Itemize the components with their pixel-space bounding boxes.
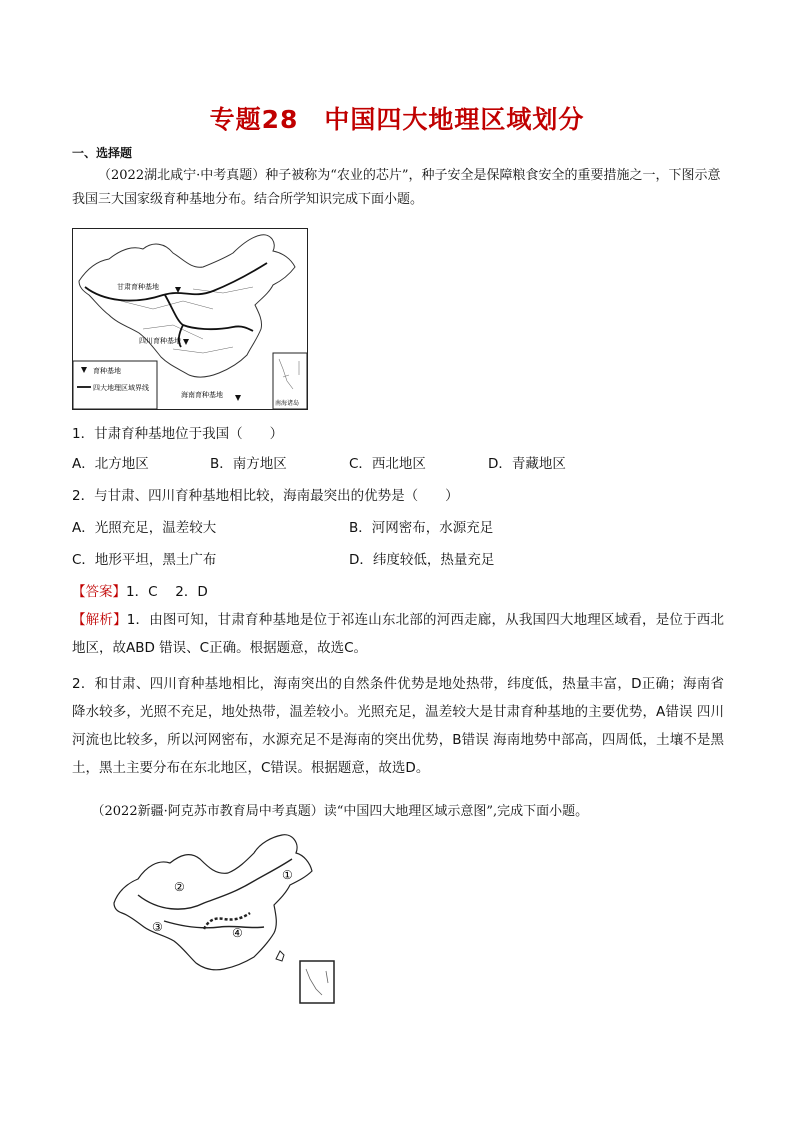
taiwan-outline	[276, 951, 284, 961]
hainan-label: 海南育种基地	[181, 391, 223, 399]
south-sea-inset-2	[300, 961, 334, 1003]
sichuan-base-marker	[183, 339, 189, 345]
section-heading: 一、选择题	[72, 146, 133, 160]
inset-label: 南海诸岛	[275, 400, 300, 407]
boundary-line-b	[164, 921, 264, 928]
q2-option-c: C．地形平坦，黑土广布	[72, 552, 217, 568]
answer-label: 【答案】	[72, 584, 126, 600]
gansu-base-marker	[175, 287, 181, 293]
q1-option-c: C．西北地区	[349, 456, 426, 472]
region-boundary-north	[85, 263, 267, 301]
intro2-source: （2022新疆·阿克苏市教育局中考真题）	[91, 804, 324, 819]
analysis-p1: 1．由图可知，甘肃育种基地是位于祁连山东北部的河西走廊，从我国四大地理区域看，是位于西北地区，故ABD 错误、C正确。根据题意，故选C。	[72, 612, 725, 656]
four-regions-map	[104, 833, 344, 1005]
china-border	[79, 235, 295, 377]
hainan-base-marker	[235, 395, 241, 401]
china-border-2	[114, 835, 312, 970]
q2-option-b: B．河网密布，水源充足	[349, 520, 494, 536]
china-outline-map	[73, 229, 307, 409]
legend-base-label: 育种基地	[93, 367, 121, 375]
region-boundary-qinling	[165, 295, 253, 331]
analysis-label: 【解析】	[72, 612, 127, 628]
question-2-stem: 2．与甘肃、四川育种基地相比较，海南最突出的优势是（ ）	[72, 488, 459, 504]
answer-text: 1．C 2．D	[126, 584, 208, 600]
answer-line	[72, 580, 208, 600]
q1-option-d: D．青藏地区	[488, 456, 566, 472]
province-lines	[113, 287, 253, 353]
regions-outline-map	[104, 833, 344, 1005]
page-title: 专题28 中国四大地理区域划分	[209, 105, 585, 134]
intro-source: （2022湖北咸宁·中考真题）	[98, 168, 266, 183]
breeding-base-map	[72, 228, 308, 410]
region-label-2: ②	[174, 880, 185, 894]
analysis-part-1	[72, 606, 724, 662]
region-label-4: ④	[232, 926, 243, 940]
question-1-stem: 1．甘肃育种基地位于我国（ ）	[72, 426, 284, 442]
intro-paragraph-1	[72, 164, 722, 212]
q2-option-a: A．光照充足，温差较大	[72, 520, 217, 536]
legend-boundary-label: 四大地理区域界线	[93, 384, 149, 392]
q1-option-a: A．北方地区	[72, 456, 149, 472]
intro-paragraph-2	[72, 800, 722, 824]
region-label-1: ①	[282, 868, 293, 882]
analysis-part-2: 2．和甘肃、四川育种基地相比，海南突出的自然条件优势是地处热带，纬度低，热量丰富，D正确；海南省降水较多，光照不充足，地处热带，温差较小。光照充足，温差较大是甘肃育种基地的主要优势，A错误 四川河流也比较多，所以河网密布，水源充足不是海南的突出优势，B错误 海南地势中部高，四周低，土壤不是黑土，黑土主要分布在东北地区，C错误。根据题意，故选D。	[72, 676, 724, 776]
boundary-line-a	[138, 859, 292, 909]
intro-text: 种子被称为“农业的芯片”，种子安全是保障粮食安全的重要措施之一，下图示意我国三大国家级育种基地分布。结合所学知识完成下面小题。	[72, 168, 721, 207]
gansu-label: 甘肃育种基地	[117, 283, 159, 291]
q1-option-b: B．南方地区	[210, 456, 287, 472]
intro2-text: 读“中国四大地理区域示意图”,完成下面小题。	[323, 804, 589, 819]
q2-option-d: D．纬度较低，热量充足	[349, 552, 495, 568]
region-label-3: ③	[152, 920, 163, 934]
sichuan-label: 四川育种基地	[139, 337, 181, 345]
